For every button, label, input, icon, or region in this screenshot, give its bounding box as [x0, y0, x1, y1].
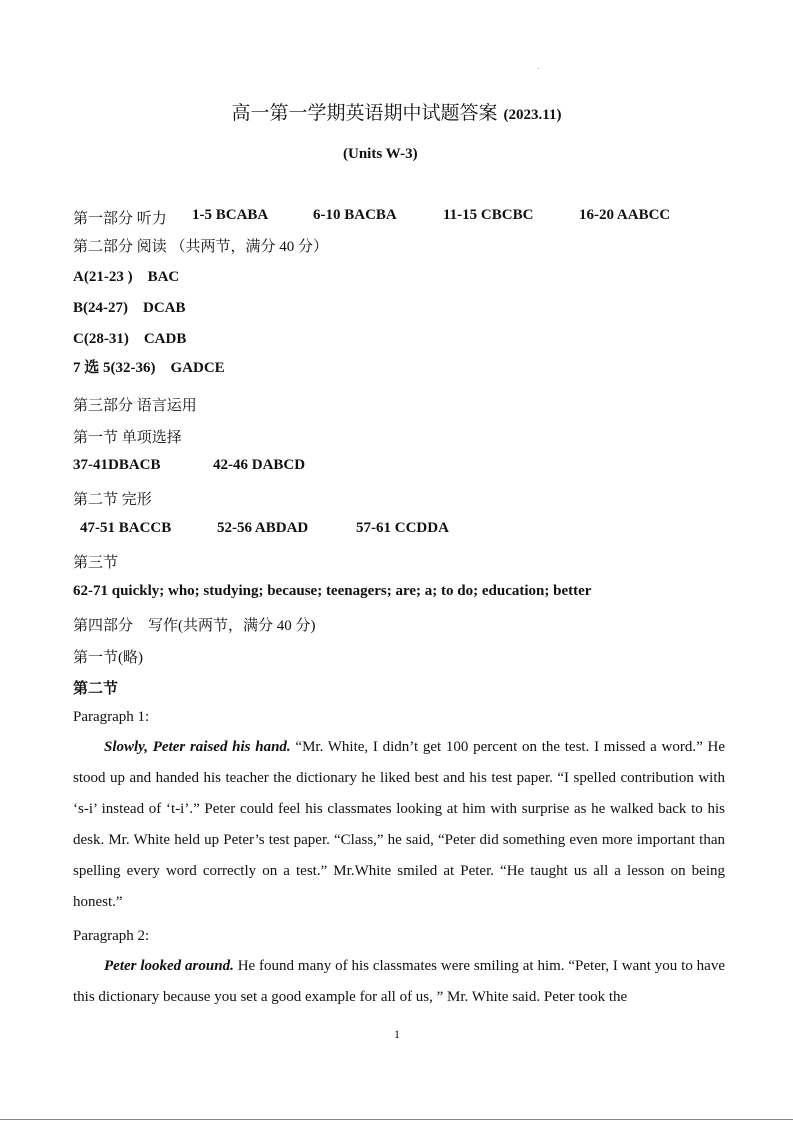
part3-section3-label: 第三节	[73, 555, 119, 571]
part4-section2-label: 第二节	[73, 681, 119, 697]
part2-label: 第二部分 阅读 （共两节，满分 40 分）	[73, 239, 329, 255]
scan-speck	[538, 68, 539, 69]
paragraph2-label: Paragraph 2:	[73, 928, 150, 944]
part3-section2-group-1: 47-51 BACCB	[80, 520, 172, 536]
paragraph2-body	[73, 951, 725, 1013]
paragraph1-text: “Mr. White, I didn’t get 100 percent on the test. I missed a word.” He stood up and handed his teacher the dictionary he liked best and his test paper. “I spelled contribution with ‘s-i’ instead of ‘t-i’.” Peter could feel his classmates looking at him with surprise as he walked back to his desk. Mr. White held up Peter’s test paper. “Class,” he said, “Peter did something even more important than spelling every word correctly on a test.” Mr.White smiled at Peter. “He taught us all a lesson on being honest.”	[73, 739, 725, 910]
part1-group-1: 1-5 BCABA	[192, 207, 269, 223]
part1-group-3: 11-15 CBCBC	[443, 207, 534, 223]
part4-label: 第四部分 写作(共两节，满分 40 分)	[73, 618, 316, 634]
paragraph1-label: Paragraph 1:	[73, 709, 150, 725]
part3-section2-group-3: 57-61 CCDDA	[356, 520, 449, 536]
page-number: 1	[394, 1027, 400, 1041]
part1-group-2: 6-10 BACBA	[313, 207, 397, 223]
part3-section2-label: 第二节 完形	[73, 492, 152, 508]
part1-row	[73, 207, 167, 228]
part2-answer-a: A(21-23 ) BAC	[73, 269, 180, 285]
page-title	[0, 98, 793, 125]
paragraph2-lead: Peter looked around.	[104, 958, 234, 974]
title-date: (2023.11)	[503, 107, 562, 123]
part3-section1-group-2: 42-46 DABCD	[213, 457, 306, 473]
part2-answer-b: B(24-27) DCAB	[73, 300, 186, 316]
part3-section2-group-2: 52-56 ABDAD	[217, 520, 309, 536]
paragraph1-body	[73, 732, 725, 918]
page-bottom-edge	[0, 1119, 793, 1120]
part3-label: 第三部分 语言运用	[73, 398, 197, 414]
part1-group-4: 16-20 AABCC	[579, 207, 671, 223]
part4-section1-label: 第一节(略)	[73, 650, 143, 666]
paragraph2-text: He found many of his classmates were smiling at him. “Peter, I want you to have this dictionary because you set a good example for all of us, ” Mr. White said. Peter took the	[73, 958, 725, 1005]
title-text: 高一第一学期英语期中试题答案	[231, 103, 498, 124]
part1-label: 第一部分 听力	[73, 211, 167, 227]
page-subtitle: (Units W-3)	[343, 146, 418, 162]
part3-section3-answers: 62-71 quickly; who; studying; because; teenagers; are; a; to do; education; better	[73, 583, 592, 599]
part2-answer-c: C(28-31) CADB	[73, 331, 187, 347]
part3-section1-label: 第一节 单项选择	[73, 430, 182, 446]
part2-answer-d: 7 选 5(32-36) GADCE	[73, 360, 225, 376]
part3-section1-group-1: 37-41DBACB	[73, 457, 161, 473]
paragraph1-lead: Slowly, Peter raised his hand.	[104, 739, 291, 755]
